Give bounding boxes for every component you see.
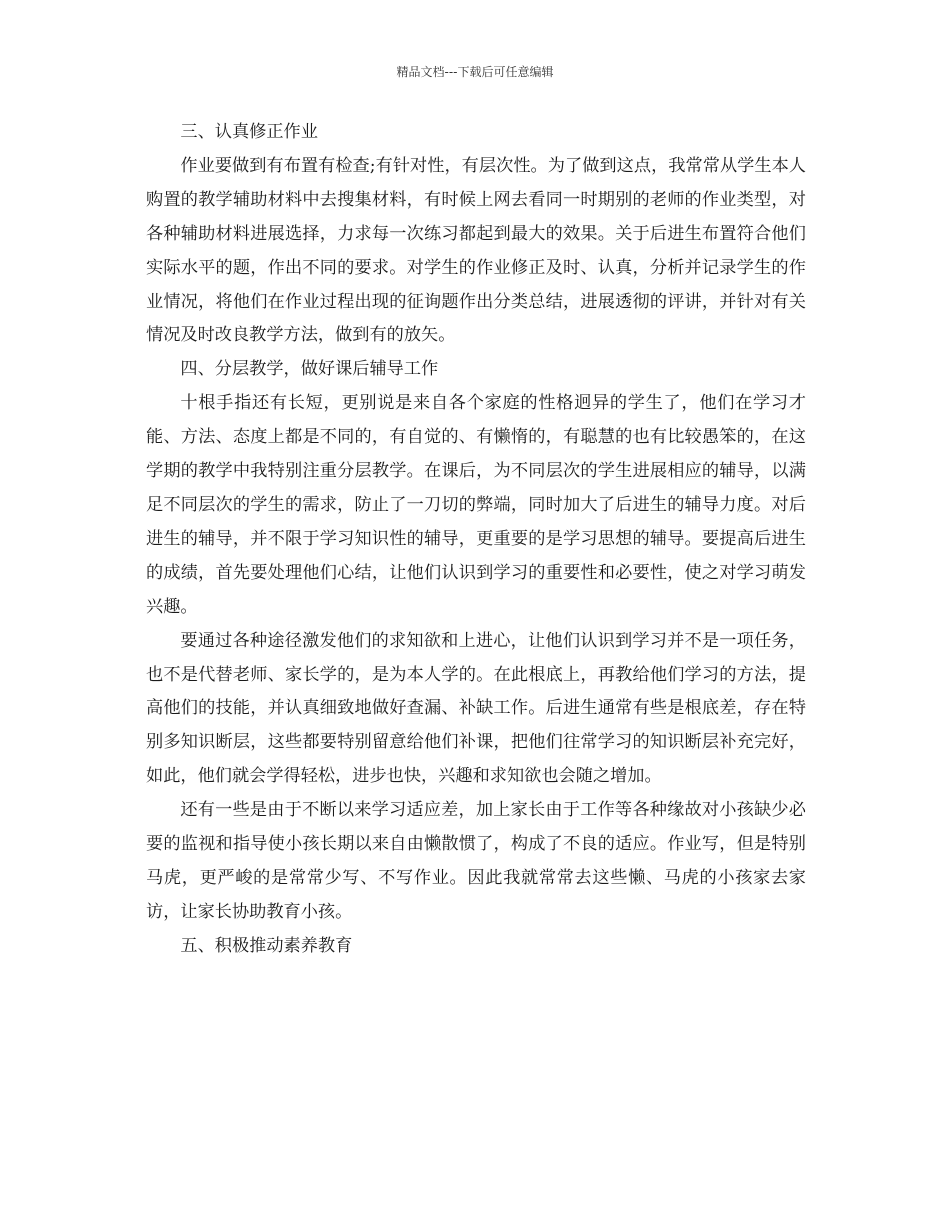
body-paragraph: 十根手指还有长短，更别说是来自各个家庭的性格迥异的学生了，他们在学习才能、方法、态度上都是不同的，有自觉的、有懒惰的，有聪慧的也有比较愚笨的，在这学期的教学中我特别注重分层教学。在课后，为不同层次的学生进展相应的辅导，以满足不同层次的学生的需求，防止了一刀切的弊端，同时加大了后进生的辅导力度。对后进生的辅导，并不限于学习知识性的辅导，更重要的是学习思想的辅导。要提高后进生的成绩，首先要处理他们心结，让他们认识到学习的重要性和必要性，使之对学习萌发兴趣。 [146,393,806,617]
body-paragraph: 作业要做到有布置有检查;有针对性，有层次性。为了做到这点，我常常从学生本人购置的教学辅助材料中去搜集材料，有时候上网去看同一时期别的老师的作业类型，对各种辅助材料进展选择，力求每一次练习都起到最大的效果。关于后进生布置符合他们实际水平的题，作出不同的要求。对学生的作业修正及时、认真，分析并记录学生的作业情况，将他们在作业过程出现的征询题作出分类总结，进展透彻的评讲，并针对有关情况及时改良教学方法，做到有的放矢。 [146,155,806,346]
document-body [146,116,806,964]
body-paragraph: 还有一些是由于不断以来学习适应差，加上家长由于工作等各种缘故对小孩缺少必要的监视和指导使小孩长期以来自由懒散惯了，构成了不良的适应。作业写，但是特别马虎，更严峻的是常常少写、不写作业。因此我就常常去这些懒、马虎的小孩家去家访，让家长协助教育小孩。 [146,800,806,922]
section-heading: 四、分层教学，做好课后辅导工作 [180,359,439,380]
section-heading: 三、认真修正作业 [180,122,318,142]
body-paragraph: 要通过各种途径激发他们的求知欲和上进心，让他们认识到学习并不是一项任务，也不是代替老师、家长学的，是为本人学的。在此根底上，再教给他们学习的方法，提高他们的技能，并认真细致地做好查漏、补缺工作。后进生通常有些是根底差，存在特别多知识断层，这些都要特别留意给他们补课，把他们往常学习的知识断层补充完好，如此，他们就会学得轻松，进步也快，兴趣和求知欲也会随之增加。 [146,630,806,787]
page-header: 精品文档---下载后可任意编辑 [396,65,554,79]
section-heading: 五、积极推动素养教育 [180,935,353,956]
